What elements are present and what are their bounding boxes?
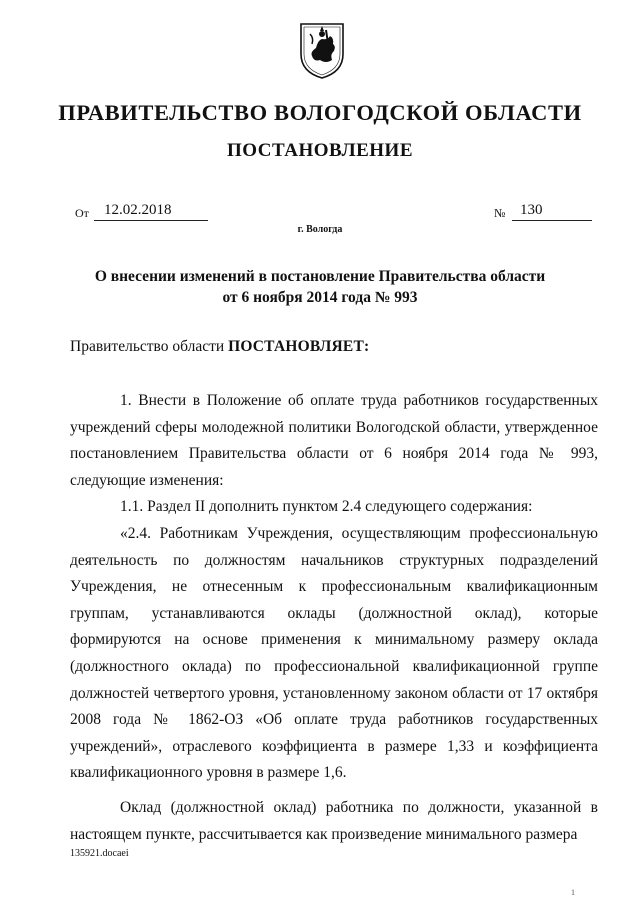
preamble-text: Правительство области	[70, 338, 229, 355]
number-label: №	[494, 206, 506, 220]
document-subject	[60, 266, 580, 308]
preamble-decree-word: ПОСТАНОВЛЯЕТ:	[228, 338, 370, 355]
government-title: ПРАВИТЕЛЬСТВО ВОЛОГОДСКОЙ ОБЛАСТИ	[58, 100, 582, 125]
paragraph-1: 1. Внести в Положение об оплате труда работников государственных учреждений сферы молодежной политики Вологодской области, утвержденное постановлением Правительства области от 6 ноября 2014 года № 993, следующие изменения:	[70, 392, 598, 489]
date-value: 12.02.2018	[94, 202, 208, 221]
number-value: 130	[512, 202, 592, 221]
city: г. Вологда	[297, 224, 343, 235]
vologda-coat-of-arms-icon	[298, 20, 346, 80]
paragraph-2-4: «2.4. Работникам Учреждения, осуществляющим профессиональную деятельность по должностям начальников структурных подразделений Учреждения, не отнесенным к профессиональным квалификационным группам, устанавливаются оклады (должностной оклад), которые формируются на основе применения к минимальному размеру оклада (должностного оклада) по профессиональной квалификационной группе должностей четвертого уровня, установленному законом области от 17 октября 2008 года № 1862-ОЗ «Об оплате труда работников государственных учреждений», отраслевого коэффициента в размере 1,33 и коэффициента квалификационного уровня в размере 1,6.	[70, 524, 598, 782]
page-mark: 1	[571, 888, 575, 897]
paragraph-salary: Оклад (должностной оклад) работника по должности, указанной в настоящем пункте, рассчитывается как произведение минимального размера	[70, 798, 598, 843]
preamble	[70, 338, 369, 356]
paragraph-1-1: 1.1. Раздел II дополнить пунктом 2.4 следующего содержания:	[120, 498, 533, 516]
subject-line-2: от 6 ноября 2014 года № 993	[222, 289, 418, 306]
date-label: От	[75, 206, 89, 220]
subject-line-1: О внесении изменений в постановление Правительства области	[94, 268, 546, 285]
document-body	[70, 388, 598, 848]
footer-file-name: 135921.docaei	[70, 848, 129, 859]
document-type: ПОСТАНОВЛЕНИЕ	[226, 140, 414, 161]
